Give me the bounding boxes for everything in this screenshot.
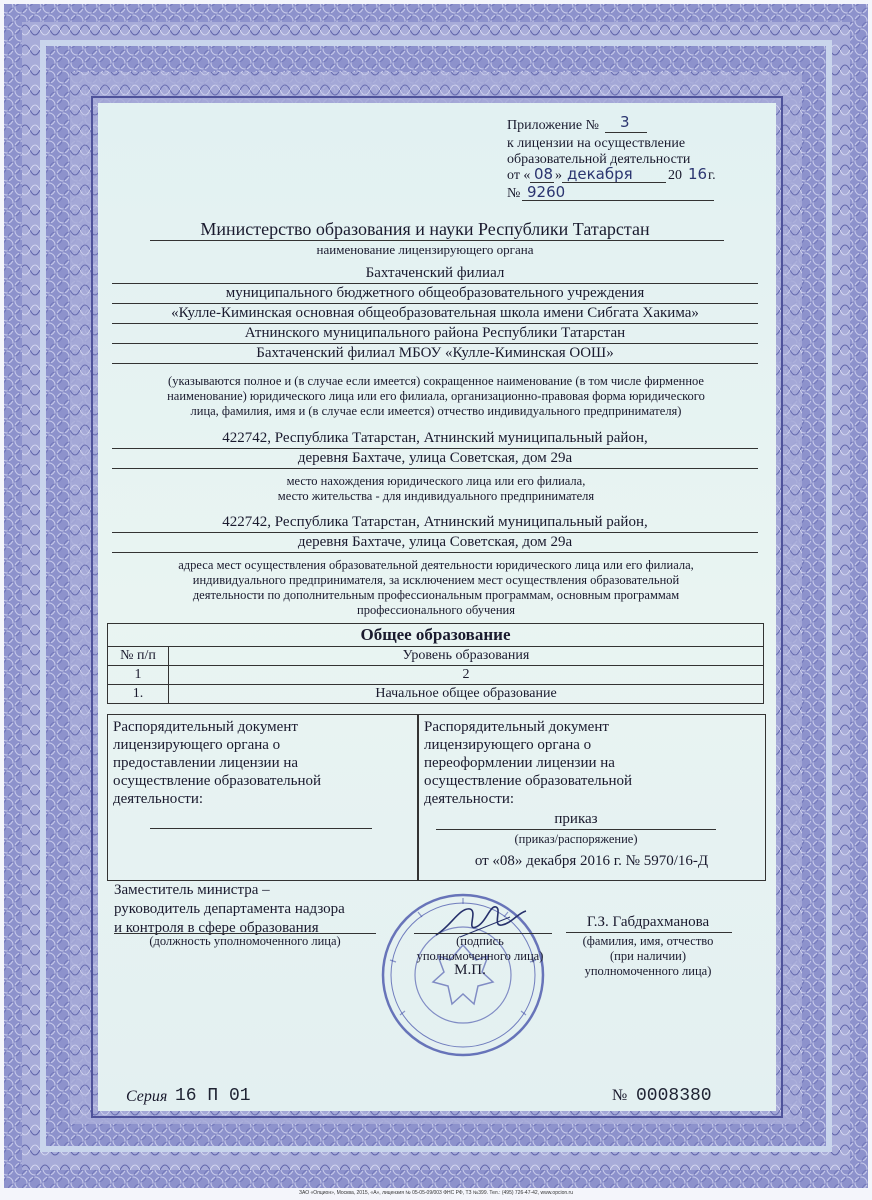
location-line-1: 422742, Республика Татарстан, Атнинский муниципальный район, [222, 430, 648, 446]
signature-caption-1: (подпись [456, 934, 504, 948]
position-line-3: и контроля в сфере образования [114, 920, 319, 936]
org-line-4: Атнинского муниципального района Республики Татарстан [244, 325, 626, 341]
reissue-line-3: переоформлении лицензии на [424, 755, 615, 771]
org-line-5: Бахтаченский филиал МБОУ «Кулле-Киминская ООШ» [256, 345, 614, 361]
position-line-2: руководитель департамента надзора [114, 901, 345, 917]
series-label: Серия [126, 1088, 168, 1105]
grant-line-1: Распорядительный документ [113, 719, 298, 735]
grant-line-5: деятельности: [113, 791, 204, 807]
signature-caption-2: уполномоченного лица) [416, 949, 544, 963]
org-line-3: «Кулле-Киминская основная общеобразовательная школа имени Сибгата Хакима» [171, 305, 699, 321]
appendix-line-2: образовательной деятельности [507, 152, 691, 167]
appendix-date-prefix: от « [507, 168, 531, 183]
signer-position [114, 881, 345, 938]
series-number: 0008380 [636, 1086, 712, 1106]
appendix-label: Приложение № [507, 118, 599, 133]
org-caption-3: лица, фамилия, имя и (в случае если имеется) отчество индивидуального предпринимателя) [190, 404, 682, 418]
appendix-date-mid: » [555, 168, 562, 183]
series-value: 16 П 01 [175, 1086, 251, 1106]
activity-line-1: 422742, Республика Татарстан, Атнинский муниципальный район, [222, 514, 648, 530]
reissue-line-4: осуществление образовательной [424, 773, 632, 789]
education-table [107, 623, 764, 704]
reissue-line-1: Распорядительный документ [424, 719, 609, 735]
appendix-number: 3 [620, 113, 630, 131]
education-table-title: Общее образование [108, 624, 764, 647]
reissue-doc-date: от «08» декабря 2016 г. № 5970/16-Д [474, 853, 709, 869]
reissue-doc-caption: (приказ/распоряжение) [514, 832, 638, 846]
authority-name: Министерство образования и науки Республики Татарстан [200, 219, 650, 239]
appendix-year-suffix: г. [708, 168, 716, 183]
location-caption-2: место жительства - для индивидуального предпринимателя [277, 489, 595, 503]
org-caption-1: (указываются полное и (в случае если имеется) сокращенное наименование (в том числе фирменное [168, 374, 704, 388]
index-cell-2: 2 [169, 666, 764, 685]
name-caption-1: (фамилия, имя, отчество [582, 934, 714, 948]
signer-name: Г.З. Габдрахманова [586, 914, 710, 930]
reissue-doc-type: приказ [554, 811, 598, 827]
index-cell-1: 1 [108, 666, 169, 685]
name-caption-3: уполномоченного лица) [584, 964, 712, 978]
appendix-line-1: к лицензии на осуществление [507, 136, 686, 151]
license-num-label: № [507, 186, 521, 201]
name-caption [556, 934, 740, 979]
reissue-line-5: деятельности: [424, 791, 515, 807]
printer-imprint: ЗАО «Опцион», Москва, 2015, «А», лицензия № 05-05-09/003 ФНС РФ, ТЗ №399. Тел.: (495) 726-47-42, www.opcion.ru [299, 1190, 573, 1196]
col-num-header: № п/п [108, 647, 169, 666]
org-line-2: муниципального бюджетного общеобразовательного учреждения [225, 285, 645, 301]
location-caption-1: место нахождения юридического лица или его филиала, [286, 474, 586, 488]
appendix-day: 08 [534, 165, 554, 183]
grant-line-4: осуществление образовательной [113, 773, 321, 789]
row-num: 1. [108, 685, 169, 704]
position-line-1: Заместитель министра – [114, 882, 270, 898]
activity-caption-1: адреса мест осуществления образовательной деятельности юридического лица или его филиала, [178, 558, 694, 572]
reissue-line-2: лицензирующего органа о [424, 737, 592, 753]
grant-line-3: предоставлении лицензии на [113, 755, 299, 771]
table-row [108, 685, 764, 704]
appendix-year-prefix: 20 [668, 168, 682, 183]
authority-caption: наименование лицензирующего органа [316, 242, 534, 257]
activity-caption-2: индивидуального предпринимателя, за исключением мест осуществления образовательной [192, 573, 680, 587]
activity-caption-3: деятельности по дополнительным профессиональным программам, основным программам [192, 588, 680, 602]
activity-line-2: деревня Бахтаче, улица Советская, дом 29а [297, 534, 573, 550]
appendix-year: 16 [688, 165, 708, 183]
row-level: Начальное общее образование [169, 685, 764, 704]
location-line-2: деревня Бахтаче, улица Советская, дом 29а [297, 450, 573, 466]
name-caption-2: (при наличии) [609, 949, 687, 963]
appendix-month: декабря [567, 165, 633, 183]
stamp-label: М.П. [454, 962, 486, 978]
position-caption: (должность уполномоченного лица) [149, 934, 341, 948]
grant-line-2: лицензирующего органа о [113, 737, 281, 753]
reissue-document-text [424, 718, 632, 808]
license-number: 9260 [527, 183, 566, 201]
org-line-1: Бахтаченский филиал [365, 265, 505, 281]
org-caption-2: наименование) юридического лица или его филиала, организационно-правовая форма юридического [167, 389, 705, 403]
series-num-label: № [612, 1087, 628, 1104]
signature-caption [390, 934, 570, 964]
col-level-header: Уровень образования [169, 647, 764, 666]
activity-caption-4: профессионального обучения [357, 603, 515, 617]
grant-document-text [113, 718, 321, 808]
